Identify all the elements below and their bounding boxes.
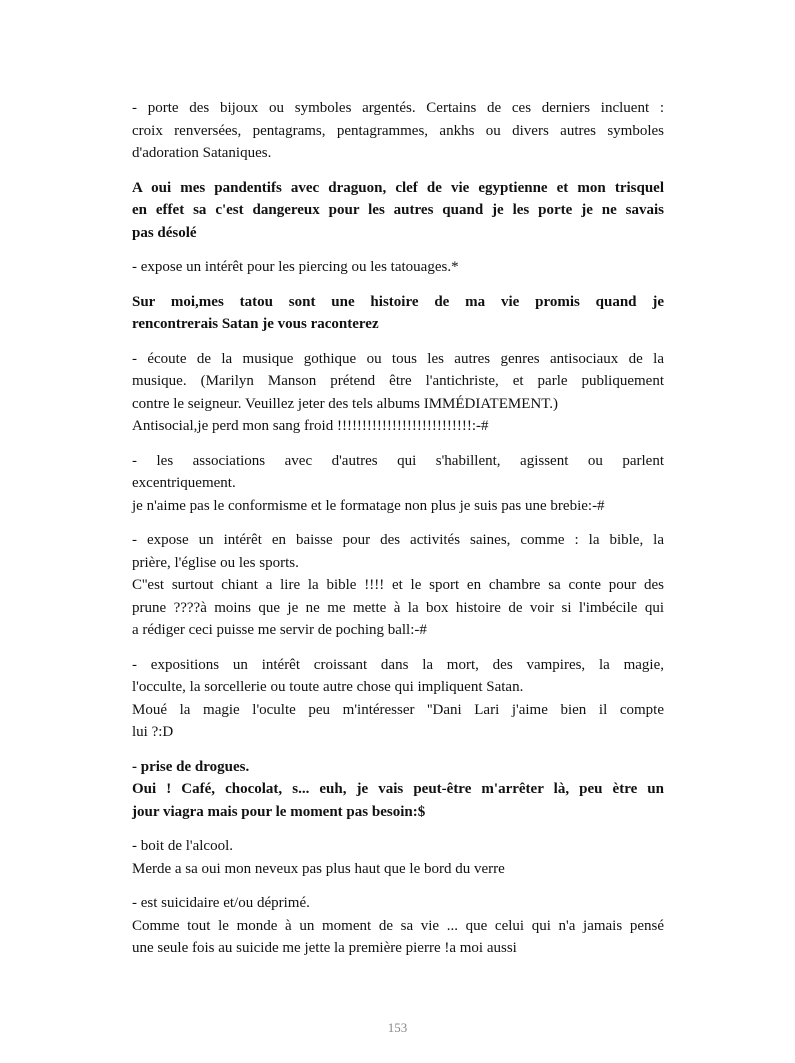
- text-line: en effet sa c'est dangereux pour les autres quand je les porte je ne savais: [132, 202, 664, 218]
- text-line: Moué la magie l'oculte peu m'intéresser ''Dani Lari j'aime bien il compte: [132, 701, 664, 718]
- text-line: - expose un intérêt en baisse pour des activités saines, comme : la bible, la: [132, 532, 664, 548]
- text-line: croix renversées, pentagrams, pentagrammes, ankhs ou divers autres symboles: [132, 122, 664, 139]
- answer-tattoos: [132, 291, 664, 336]
- text-line: - prise de drogues.: [132, 758, 250, 775]
- text-line: excentriquement.: [132, 475, 236, 491]
- text-line: a rédiger ceci puisse me servir de poching ball:-#: [132, 622, 427, 638]
- text-line: contre le seigneur. Veuillez jeter des tels albums IMMÉDIATEMENT.): [132, 395, 558, 412]
- text-line: d'adoration Sataniques.: [132, 145, 272, 161]
- text-line: jour viagra mais pour le moment pas besoin:$: [132, 803, 426, 820]
- text-line: je n'aime pas le conformisme et le formatage non plus je suis pas une brebie:-#: [132, 497, 605, 514]
- answer-jewelry: [132, 177, 664, 245]
- text-line: l'occulte, la sorcellerie ou toute autre chose qui impliquent Satan.: [132, 679, 524, 695]
- text-line: prune ????à moins que je ne me mette à la box histoire de voir si l'imbécile qui: [132, 599, 664, 616]
- paragraph-drugs: [132, 756, 664, 824]
- text-line: Oui ! Café, chocolat, s... euh, je vais peut-être m'arrêter là, peu ètre un: [132, 781, 664, 797]
- text-line: lui ?:D: [132, 724, 174, 740]
- text-line: rencontrerais Satan je vous raconterez: [132, 316, 379, 332]
- text-line: une seule fois au suicide me jette la première pierre !a moi aussi: [132, 940, 517, 956]
- paragraph-occult: [132, 654, 664, 744]
- text-line: Antisocial,je perd mon sang froid !!!!!!!!!!!!!!!!!!!!!!!!!!!:-#: [132, 418, 489, 434]
- text-line: - écoute de la musique gothique ou tous les autres genres antisociaux de la: [132, 350, 664, 367]
- text-line: Sur moi,mes tatou sont une histoire de ma vie promis quand je: [132, 293, 664, 310]
- text-line: Comme tout le monde à un moment de sa vie ... que celui qui n'a jamais pensé: [132, 917, 664, 934]
- text-line: Merde a sa oui mon neveux pas plus haut que le bord du verre: [132, 860, 505, 877]
- text-line: A oui mes pandentifs avec draguon, clef de vie egyptienne et mon trisquel: [132, 179, 664, 196]
- text-line: - expose un intérêt pour les piercing ou les tatouages.*: [132, 259, 459, 275]
- text-line: - expositions un intérêt croissant dans la mort, des vampires, la magie,: [132, 656, 664, 673]
- text-line: - boit de l'alcool.: [132, 838, 234, 854]
- text-line: - est suicidaire et/ou déprimé.: [132, 895, 310, 911]
- text-line: - les associations avec d'autres qui s'habillent, agissent ou parlent: [132, 452, 664, 469]
- text-line: pas désolé: [132, 224, 197, 241]
- paragraph-associations: [132, 450, 664, 518]
- paragraph-suicide: [132, 892, 664, 960]
- text-line: musique. (Marilyn Manson prétend être l'antichriste, et parle publiquement: [132, 373, 664, 389]
- paragraph-jewelry: [132, 97, 664, 165]
- text-line: - porte des bijoux ou symboles argentés. Certains de ces derniers incluent :: [132, 100, 664, 116]
- page-number: 153: [387, 1020, 408, 1035]
- paragraph-activities: [132, 529, 664, 642]
- text-line: prière, l'église ou les sports.: [132, 554, 299, 571]
- document-body: [132, 97, 664, 972]
- paragraph-piercing: [132, 256, 664, 279]
- paragraph-music: [132, 348, 664, 438]
- paragraph-alcohol: [132, 835, 664, 880]
- text-line: C''est surtout chiant a lire la bible !!!! et le sport en chambre sa conte pour des: [132, 577, 664, 593]
